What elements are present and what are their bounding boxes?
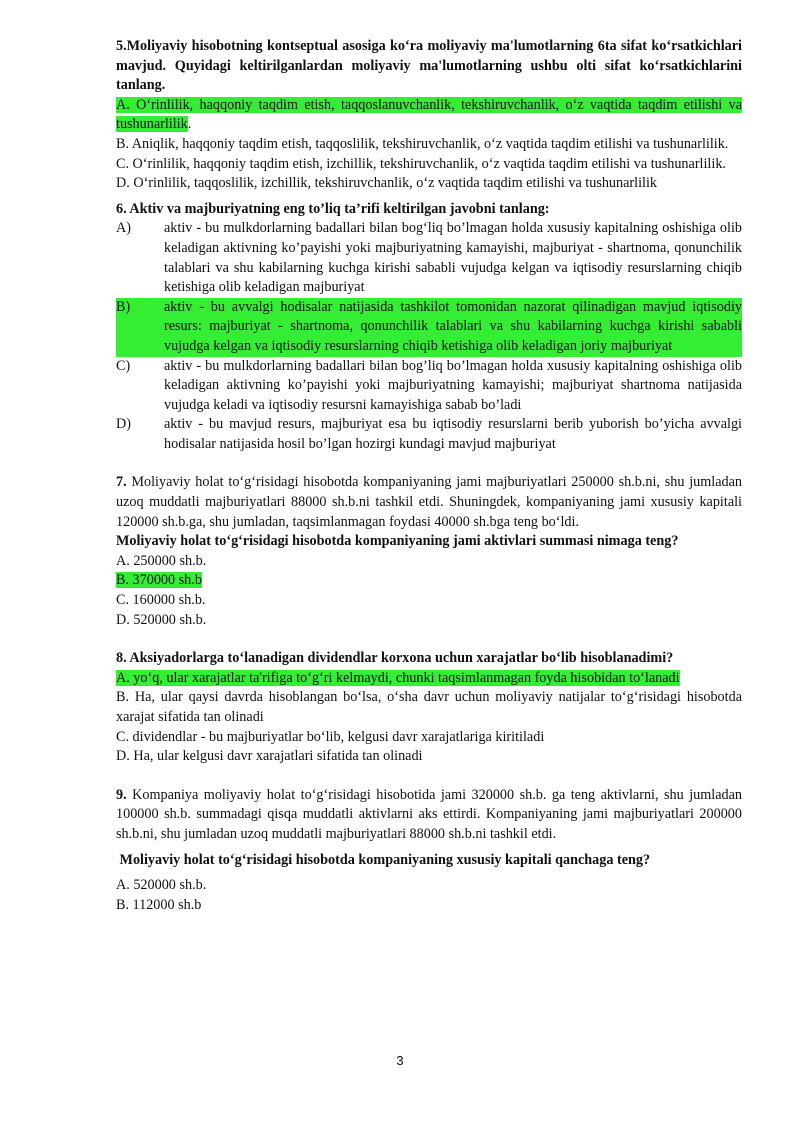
question-8: 8. Aksiyadorlarga to‘lanadigan dividendlar korxona uchun xarajatlar bo‘lib hisoblanadimi? bbox=[116, 650, 674, 667]
q6-option-c-letter: C) bbox=[116, 357, 131, 374]
q8-option-c: C. dividendlar - bu majburiyatlar bo‘lib, kelgusi davr xarajatlariga kiritiladi bbox=[116, 728, 545, 745]
q9-number: 9. bbox=[116, 786, 127, 803]
q5-option-c: C. O‘rinlilik, haqqoniy taqdim etish, izchillik, tekshiruvchanlik, o‘z vaqtida taqdim etilishi va tushunarlilik. bbox=[116, 155, 726, 172]
q9-option-a: A. 520000 sh.b. bbox=[116, 877, 207, 894]
question-7: Moliyaviy holat to‘g‘risidagi hisobotda kompaniyaning jami aktivlari summasi nimaga teng? bbox=[116, 533, 679, 550]
q6-option-a bbox=[116, 219, 742, 297]
q9-statement bbox=[116, 786, 742, 845]
question-6: 6. Aktiv va majburiyatning eng to’liq ta’rifi keltirilgan javobni tanlang: bbox=[116, 200, 550, 217]
q6-option-d-letter: D) bbox=[116, 416, 131, 433]
q7-option-d: D. 520000 sh.b. bbox=[116, 611, 207, 628]
q9-option-b: B. 112000 sh.b bbox=[116, 896, 202, 913]
q6-option-b-text: aktiv - bu avvalgi hodisalar natijasida tashkilot tomonidan nazorat qilinadigan mavjud iqtisodiy resurs: majburiyat - shartnoma, qonunchilik talablari va shu kabilarning kuchga kirishi sababli vujudga kelgan va iqtisodiy resurslarning chiqib ketishiga olib keladigan joriy majburiyat bbox=[164, 298, 742, 354]
q7-option-c: C. 160000 sh.b. bbox=[116, 592, 206, 609]
q6-option-c-text: aktiv - bu mulkdorlarning badallari bilan bog’liq bo’lmagan holda xususiy kapitalning oshishiga olib keladigan aktivning ko’payishi yoki majburiyatning kamayishi; majburiyat shartnoma natijasida vujudga keladi va iqtisodiy resursni kamayishiga sabab bo’ladi bbox=[164, 357, 742, 413]
q8-option-a-highlight: A. yo‘q, ular xarajatlar ta'rifiga to‘g‘ri kelmaydi, chunki taqsimlanmagan foyda hisobidan to‘lanadi bbox=[116, 669, 680, 686]
q6-option-b-letter: B) bbox=[116, 298, 131, 315]
q6-option-a-text: aktiv - bu mulkdorlarning badallari bilan bog‘liq bo’lmagan holda xususiy kapitalning oshishiga olib keladigan aktivning ko’payishi yoki majburiyatning kamayishi, majburiyat - shartnoma, qonunchilik talablari va shu kabilarning kuchga kirishi sababli vujudga kelgan va iqtisodiy resurslarning chiqib ketishiga olib keladigan majburiyat bbox=[164, 220, 742, 296]
q6-option-d-text: aktiv - bu mavjud resurs, majburiyat esa bu iqtisodiy resurslarni berib yuborish bo’yicha avvalgi hodisalar natijasida hosil bo’lgan hozirgi kundagi mavjud majburiyat bbox=[164, 416, 742, 452]
q6-option-a-letter: A) bbox=[116, 220, 131, 237]
q5-option-a-tail: . bbox=[187, 116, 192, 133]
q9-text: Kompaniya moliyaviy holat to‘g‘risidagi hisobotida jami 320000 sh.b. ga teng aktivlarni, shu jumladan 100000 sh.b. summadagi qisqa muddatli aktivlarni aks ettirdi. Kompaniyaning jami majburiyatlari 200000 sh.b.ni, shu jumladan uzoq muddatli majburiyatlari 88000 sh.b.ni tashkil etdi. bbox=[116, 786, 742, 842]
q5-option-b: B. Aniqlik, haqqoniy taqdim etish, taqqoslilik, tekshiruvchanlik, o‘z vaqtida taqdim etilishi va tushunarlilik. bbox=[116, 135, 729, 152]
question-5: 5.Moliyaviy hisobotning kontseptual asosiga ko‘ra moliyaviy ma'lumotlarning 6ta sifat ko‘rsatkichlari mavjud. Quyidagi keltirilganlardan moliyaviy ma'lumotlarning ushbu olti sifat ko‘rsatkichlarini tanlang. bbox=[116, 38, 742, 94]
q7-number: 7. bbox=[116, 474, 127, 491]
spacer bbox=[116, 454, 742, 473]
q8-option-b: B. Ha, ular qaysi davrda hisoblangan bo‘lsa, o‘sha davr uchun moliyaviy natijalar to‘g‘risidagi hisobotda xarajat sifatida tan olinadi bbox=[116, 689, 742, 725]
q7-option-b-highlight: B. 370000 sh.b bbox=[116, 572, 202, 589]
q5-option-a bbox=[116, 96, 742, 135]
q7-option-a: A. 250000 sh.b. bbox=[116, 552, 207, 569]
page-number: 3 bbox=[396, 1053, 404, 1068]
q7-text: Moliyaviy holat to‘g‘risidagi hisobotda kompaniyaning jami majburiyatlari 250000 sh.b.ni, shu jumladan uzoq muddatli majburiyatlari 88000 sh.b.ni tashkil etdi. Shuningdek, kompaniyaning jami xususiy kapitali 120000 sh.b.ga, shu jumladan, taqsimlanmagan foydasi 40000 sh.bga teng bo‘ldi. bbox=[116, 474, 742, 530]
q5-option-a-highlight: A. O‘rinlilik, haqqoniy taqdim etish, taqqoslanuvchanlik, tekshiruvchanlik, o‘z vaqtida taqdim etilishi va tushunarlilik bbox=[116, 96, 742, 133]
q6-option-b bbox=[116, 298, 742, 357]
q7-option-b bbox=[116, 571, 742, 591]
spacer bbox=[116, 767, 742, 786]
q8-option-d: D. Ha, ular kelgusi davr xarajatlari sifatida tan olinadi bbox=[116, 748, 423, 765]
question-9: Moliyaviy holat to‘g‘risidagi hisobotda kompaniyaning xususiy kapitali qanchaga teng? bbox=[116, 851, 651, 868]
q5-option-d: D. O‘rinlilik, taqqoslilik, izchillik, tekshiruvchanlik, o‘z vaqtida taqdim etilishi va tushunarlilik bbox=[116, 175, 658, 192]
spacer bbox=[116, 630, 742, 649]
q6-option-d bbox=[116, 415, 742, 454]
q8-option-a bbox=[116, 669, 742, 689]
document-page bbox=[116, 37, 742, 915]
q6-option-c bbox=[116, 357, 742, 416]
q7-statement bbox=[116, 473, 742, 532]
